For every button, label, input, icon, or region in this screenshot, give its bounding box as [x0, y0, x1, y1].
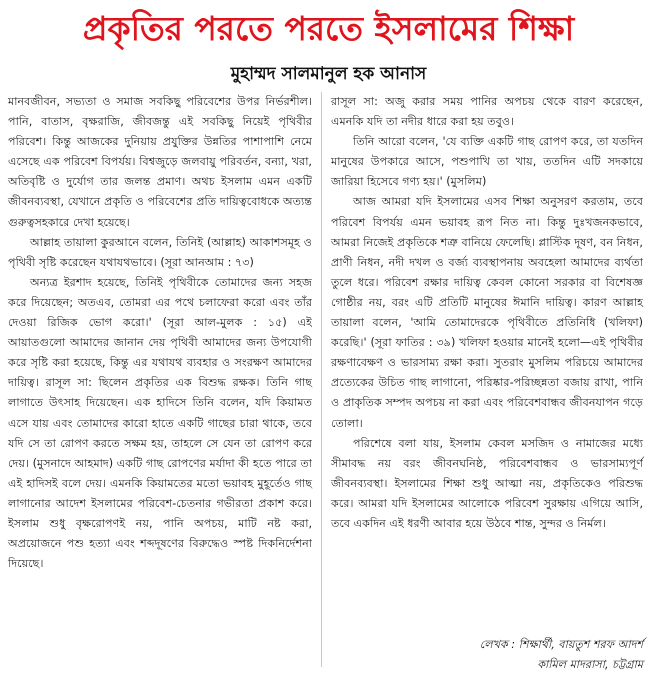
paragraph: আল্লাহ তায়ালা কুরআনে বলেন, তিনিই (আল্লাহ) আকাশসমূহ ও পৃথিবী সৃষ্টি করেছেন যথাযথভাবে। (সূরা আনআম : ৭৩): [8, 235, 312, 269]
author-credit-line: লেখক : শিক্ষার্থী, বায়তুশ শরফ আদর্শ: [479, 638, 643, 651]
left-column: [8, 92, 312, 574]
author-byline: মুহাম্মদ সালমানুল হক আনাস: [230, 64, 427, 84]
right-column: [331, 92, 643, 534]
headline: প্রকৃতির পরতে পরতে ইসলামের শিক্ষা: [82, 9, 575, 48]
paragraph: মানবজীবন, সভ্যতা ও সমাজ সবকিছু পরিবেশের উপর নির্ভরশীল। পানি, বাতাস, বৃক্ষরাজি, জীবজন্তু এই সবকিছু নিয়েই পৃথিবীর পরিবেশ। কিন্তু আজকের দুনিয়ায় প্রযুক্তির উন্নতির পাশাপাশি নেমে এসেছে এক পরিবেশ বিপর্যয়। বিশ্বজুড়ে জলবায়ু পরিবর্তন, বন্যা, খরা, অতিবৃষ্টি ও দুর্যোগ তার জলন্ত প্রমাণ। অথচ ইসলাম এমন একটি জীবনব্যবস্থা, যেখানে প্রকৃতি ও পরিবেশের প্রতি দায়িত্ববোধকে অত্যন্ত গুরুত্বসহকারে দেখা হয়েছে।: [8, 95, 312, 229]
paragraph: রাসূল সা: অজু করার সময় পানির অপচয় থেকে বারণ করেছেন, এমনকি যদি তা নদীর ধারে করা হয় তবুও।: [331, 95, 643, 129]
paragraph: পরিশেষে বলা যায়, ইসলাম কেবল মসজিদ ও নামাজের মধ্যে সীমাবদ্ধ নয় বরং জীবনঘনিষ্ঠ, পরিবেশবান্ধব ও ভারসাম্যপূর্ণ জীবনব্যবস্থা। ইসলামের শিক্ষা শুধু আত্মা নয়, প্রকৃতিকেও পরিশুদ্ধ করে। আমরা যদি ইসলামের আলোকে পরিবেশ সুরক্ষায় এগিয়ে আসি, তবে একদিন এই ধরণী আবার হয়ে উঠবে শান্ত, সুন্দর ও নির্মল।: [331, 436, 643, 530]
author-credit-line: কামিল মাদরাসা, চট্টগ্রাম: [537, 658, 643, 671]
paragraph: তিনি আরো বলেন, 'যে ব্যক্তি একটি গাছ রোপণ করে, তা যতদিন মানুষের উপকারে আসে, পশুপাখি তা খায়, ততদিন এটি সদকায়ে জারিয়া হিসেবে গণ্য হয়।' (মুসলিম): [331, 135, 643, 189]
paragraph: অন্যত্র ইরশাদ হয়েছে, তিনিই পৃথিবীকে তোমাদের জন্য সহজ করে দিয়েছেন; অতএব, তোমরা এর পথে চলাফেরা করো এবং তাঁর দেওয়া রিজিক ভোগ করো।' (সূরা আল-মুলক : ১৫) এই আয়াতগুলো আমাদের জানান দেয় পৃথিবী আমাদের জন্য উপযোগী করে সৃষ্টি করা হয়েছে, কিন্তু এর যথাযথ ব্যবহার ও সংরক্ষণ আমাদের দায়িত্ব। রাসূল সা: ছিলেন প্রকৃতির এক বিশুদ্ধ রক্ষক। তিনি গাছ লাগাতে উৎসাহ দিয়েছেন। এক হাদিসে তিনি বলেন, যদি কিয়ামত এসে যায় এবং তোমাদের কারো হাতে একটি গাছের চারা থাকে, তবে যদি সে তা রোপণ করতে সক্ষম হয়, তাহলে সে যেন তা রোপণ করে দেয়। (মুসনাদে আহমাদ) একটি গাছ রোপণের মর্যাদা কী হতে পারে তা এই হাদিসই বলে দেয়। এমনকি কিয়ামতের মতো ভয়াবহ মুহূর্তেও গাছ লাগানোর আদেশ ইসলামের পরিবেশ-চেতনার গভীরতা প্রকাশ করে। ইসলাম শুধু বৃক্ষরোপণই নয়, পানি অপচয়, মাটি নষ্ট করা, অপ্রয়োজনে পশু হত্যা এবং শব্দদূষণের বিরুদ্ধেও স্পষ্ট দিকনির্দেশনা দিয়েছে।: [8, 275, 312, 571]
paragraph: আজ আমরা যদি ইসলামের এসব শিক্ষা অনুসরণ করতাম, তবে পরিবেশ বিপর্যয় এমন ভয়াবহ রূপ নিত না। কিন্তু দুঃখজনকভাবে, আমরা নিজেই প্রকৃতিকে শত্রু বানিয়ে ফেলেছি। প্লাস্টিক দূষণ, বন নিধন, প্রাণী নিধন, নদী দখল ও বর্জ্য ব্যবস্থাপনায় অবহেলা আমাদের ব্যর্থতা তুলে ধরে। পরিবেশ রক্ষার দায়িত্ব কেবল কোনো সরকার বা বিশেষজ্ঞ গোষ্ঠীর নয়, বরং এটি প্রতিটি মানুষের ঈমানি দায়িত্ব। কারণ আল্লাহ তায়ালা বলেন, 'আমি তোমাদেরকে পৃথিবীতে প্রতিনিধি (খলিফা) করেছি।' (সূরা ফাতির : ৩৯) খলিফা হওয়ার মানেই হলো—এই পৃথিবীর রক্ষণাবেক্ষণ ও ভারসাম্য রক্ষা করা। সুতরাং মুসলিম পরিচয়ে আমাদের প্রত্যেকের উচিত গাছ লাগানো, পরিষ্কার-পরিচ্ছন্নতা বজায় রাখা, পানি ও প্রাকৃতিক সম্পদ অপচয় না করা এবং পরিবেশবান্ধব জীবনযাপন গড়ে তোলা।: [331, 195, 643, 430]
column-divider: [321, 92, 322, 667]
